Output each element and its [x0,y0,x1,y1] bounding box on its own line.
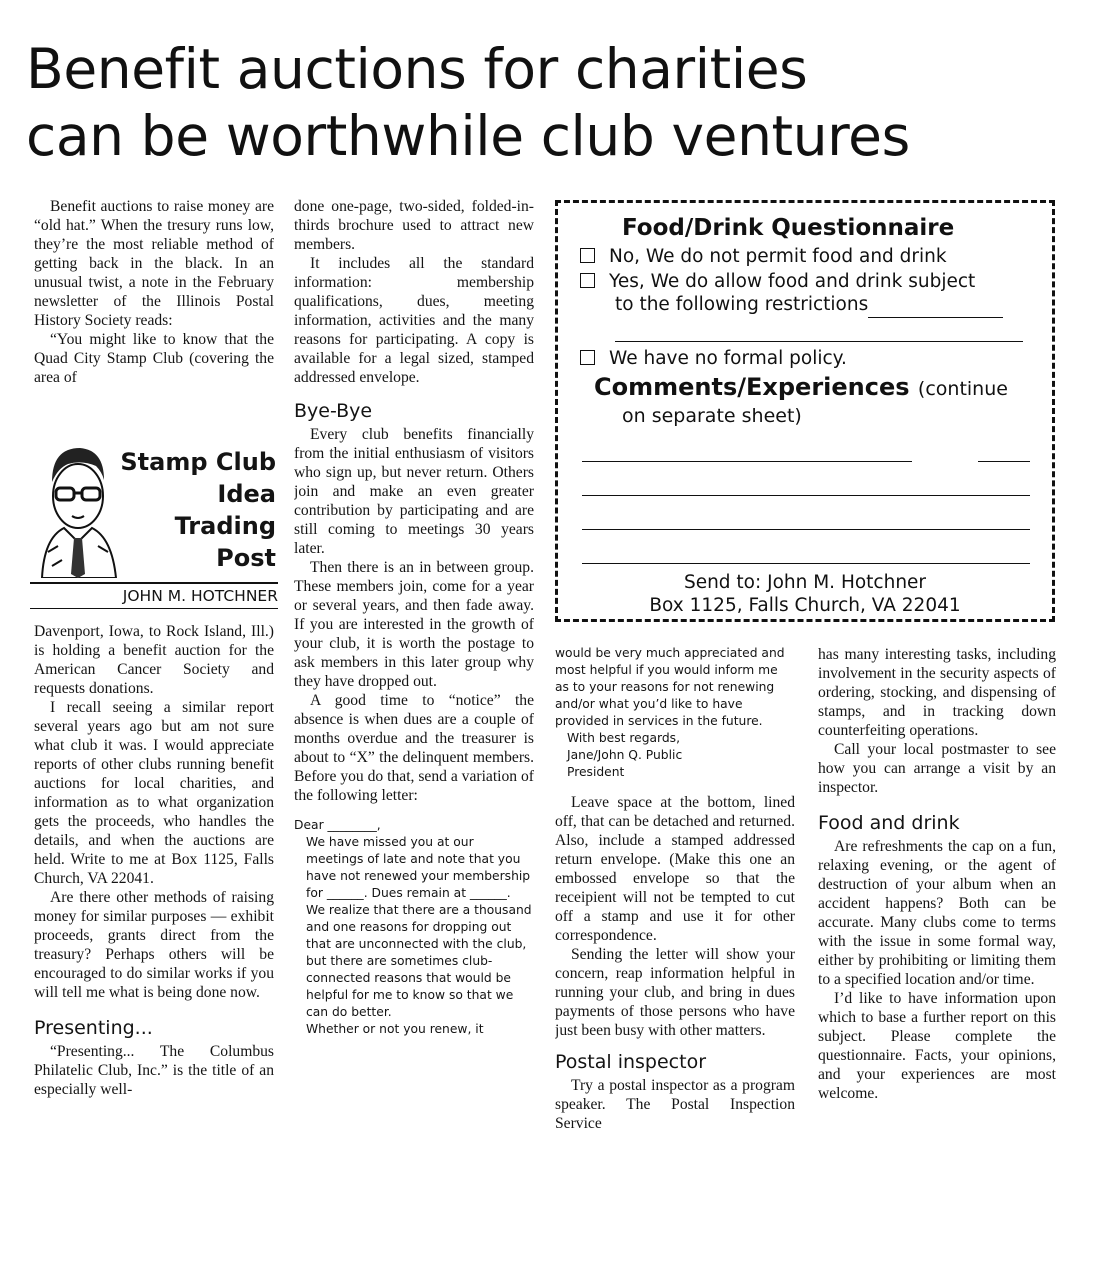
comments-heading [594,373,1008,401]
logo-line: Trading [174,512,276,540]
column-2 [294,197,534,1227]
questionnaire-box [555,200,1055,622]
comment-line [978,461,1030,462]
column-1-bottom [34,622,274,1222]
letter-paragraph: would be very much appreciated and most helpful if you would inform me as to your reasons for not renewing and/or what you’d like to have provided in services in the future. [555,646,785,728]
column-1-top [34,197,274,429]
checkbox-icon [580,248,595,263]
option-label: to the following restrictions [615,294,869,315]
paragraph: “You might like to know that the Quad City Stamp Club (covering the area of [34,331,274,386]
paragraph: It includes all the standard information: membership qualifications, dues, meeting information, activities and the many reasons for participating. A copy is available for a legal sized, stamped addressed envelope. [294,255,534,386]
letter-paragraph: Whether or not you renew, it [306,1022,484,1036]
paragraph: I recall seeing a similar report several years ago but am not sure what club it was. I would appreciate reports of other clubs running benefit auctions for local charities, and information as to what organization gets the proceeds, who handles the details, and when the auctions are held. Write to me at Box 1125, Falls Church, VA 22041. [34,699,274,887]
paragraph: “Presenting... The Columbus Philatelic Club, Inc.” is the title of an especially well- [34,1043,274,1098]
postal-inspector-heading: Postal inspector [555,1051,707,1073]
column-logo [36,440,276,580]
paragraph: A good time to “notice” the absence is when dues are a couple of months overdue and the treasurer is about to “X” the delinquent members. Before you do that, send a variation of the following letter: [294,692,534,804]
comments-continue: (continue [917,378,1008,400]
logo-line: Stamp Club [120,448,276,476]
letter-paragraph: We realize that there are a thousand and one reasons for dropping out that are unconnected with the club, but there are sometimes club-connected reasons that would be helpful for me to know so that we can do better. [306,903,532,1019]
headline-line-1: Benefit auctions for charities [26,37,808,101]
send-to-line-1: Send to: John M. Hotchner [683,572,927,593]
paragraph: Every club benefits financially from the initial enthusiasm of visitors who sign up, but never return. Others join and make an even greater contribution by participating and are still coming to meetings 30 years later. [294,426,534,557]
comment-line [582,461,912,462]
checkbox-icon [580,350,595,365]
paragraph: has many interesting tasks, including involvement in the security aspects of ordering, stocking, and dispensing of stamps, and in tracking down counterfeiting operations. [818,646,1056,739]
fill-in-line [868,293,1003,318]
letter-signature: Jane/John Q. Public [567,748,683,762]
byebye-heading: Bye-Bye [294,400,373,422]
column-4 [818,645,1056,1227]
paragraph: Leave space at the bottom, lined off, that can be detached and returned. Also, include a stamped addressed return envelope. (Make this one an embossed envelope so that the receipient will not be tempted to cut off a stamp and use it for other correspondence. [555,794,795,944]
column-logo-title [106,446,276,574]
fill-in-line [615,341,1023,342]
paragraph: Then there is an in between group. These members join, come for a year or several years, and then fade away. If you are interested in the growth of your club, it is worth the postage to ask members in this later group why they have dropped out. [294,559,534,690]
option-restrictions [615,293,1003,318]
questionnaire-title: Food/Drink Questionnaire [622,215,955,241]
paragraph: Benefit auctions to raise money are “old hat.” When the tresury runs low, they’re the most reliable method of getting back in the black. In an unusual twist, a note in the February newsletter of the Illinois Postal History Society reads: [34,198,274,329]
paragraph: Sending the letter will show your concern, reap information helpful in running your club, and bring in dues payments of those persons who have just been busy with other matters. [555,946,795,1039]
sample-letter-continued [555,645,795,781]
paragraph: Try a postal inspector as a program speaker. The Postal Inspection Service [555,1077,795,1132]
paragraph: Call your local postmaster to see how you can arrange a visit by an inspector. [818,741,1056,796]
presenting-heading: Presenting... [34,1017,153,1039]
option-label: Yes, We do allow food and drink subject [609,271,976,292]
headline-line-2: can be worthwhile club ventures [26,104,910,168]
comment-line [582,563,1030,564]
comments-continue-2: on separate sheet) [622,405,802,427]
letter-paragraph: We have missed you at our meetings of late and note that you have not renewed your membership for ______. Dues remain at ______. [306,835,531,900]
paragraph: Are refreshments the cap on a fun, relaxing evening, or the agent of destruction of your album when an accident happens? Both can be accurate. Many clubs come to terms with the issue in some formal way, either by prohibiting or limiting them to a specified location and/or time. [818,838,1056,988]
letter-salutation: Dear ________, [294,818,381,832]
send-to-line-2: Box 1125, Falls Church, VA 22041 [649,595,961,616]
option-no-policy [580,347,847,371]
sample-letter [294,817,534,1038]
checkbox-icon [580,273,595,288]
comment-line [582,529,1030,530]
option-label: We have no formal policy. [609,348,847,369]
logo-line: Idea [217,480,276,508]
option-no-food [580,245,947,269]
column-3 [555,645,795,1227]
option-yes-food [580,270,975,294]
comments-title: Comments/Experiences [594,373,910,401]
option-label: No, We do not permit food and drink [609,246,947,267]
food-drink-heading: Food and drink [818,812,960,834]
comment-line [582,495,1030,496]
paragraph: I’d like to have information upon which to base a further report on this subject. Please complete the questionnaire. Facts, your opinions, and your experiences are most welcome. [818,990,1056,1102]
letter-sign-off: With best regards, [567,731,680,745]
byline: JOHN M. HOTCHNER [30,582,278,609]
paragraph: Are there other methods of raising money for similar purposes — exhibit proceeds, grants direct from the treasury? Perhaps others will be encouraged to do similar works if you will tell me what is being done now. [34,889,274,1001]
headline [26,36,1086,170]
logo-line: Post [216,544,276,572]
paragraph: Davenport, Iowa, to Rock Island, Ill.) is holding a benefit auction for the American Cancer Society and requests donations. [34,623,274,697]
paragraph: done one-page, two-sided, folded-in-thirds brochure used to attract new members. [294,198,534,253]
letter-signer-title: President [567,765,625,779]
